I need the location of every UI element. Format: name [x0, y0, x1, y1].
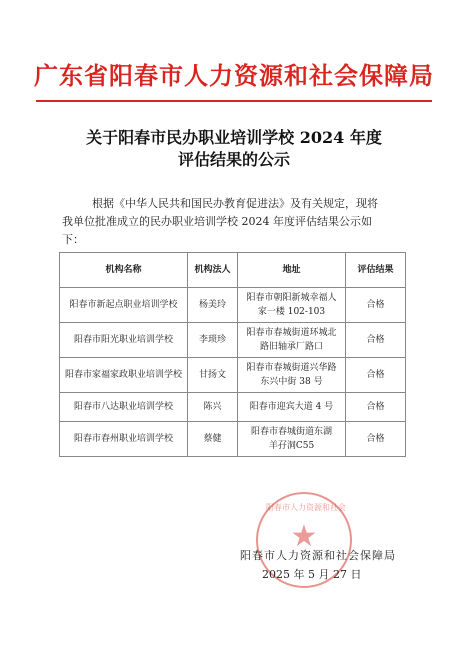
header-institution-name: 机构名称: [60, 253, 188, 288]
org-header: 广东省阳春市人力资源和社会保障局: [34, 61, 434, 90]
header-divider: [36, 100, 432, 102]
results-table: [59, 252, 406, 457]
cell-legal-person: 蔡健: [188, 422, 238, 457]
body-paragraph-line-2: 我单位批准成立的民办职业培训学校 2024 年度评估结果公示如: [62, 215, 372, 228]
address-line-1: 阳春市春城街道东湖: [250, 427, 332, 437]
cell-address: [238, 393, 346, 422]
cell-legal-person: 李琐珍: [188, 323, 238, 358]
header-legal-person: 机构法人: [188, 253, 238, 288]
address-line-2: 家一楼 102-103: [257, 307, 326, 317]
cell-institution-name: 阳春市新起点职业培训学校: [60, 288, 188, 323]
cell-result: 合格: [346, 393, 406, 422]
cell-legal-person: 杨美玲: [188, 288, 238, 323]
seal-text: 阳春市人力资源和社会: [266, 503, 346, 512]
address-line-1: 阳春市迎宾大道 4 号: [249, 402, 334, 412]
cell-address: [238, 422, 346, 457]
seal-star-icon: ★: [290, 519, 318, 554]
table-row: [60, 393, 406, 422]
address-line-2: 东兴中街 38 号: [260, 377, 323, 387]
cell-address: [238, 358, 346, 393]
cell-institution-name: 阳春市八达职业培训学校: [60, 393, 188, 422]
header-result: 评估结果: [346, 253, 406, 288]
address-line-1: 阳春市朝阳新城幸福人: [246, 293, 337, 303]
cell-institution-name: 阳春市家福家政职业培训学校: [60, 358, 188, 393]
signature-date: 2025 年 5 月 27 日: [262, 568, 362, 581]
cell-result: 合格: [346, 323, 406, 358]
address-line-2: 路旧轴承厂路口: [259, 342, 323, 352]
address-line-1: 阳春市春城街道兴华路: [246, 363, 337, 373]
cell-address: [238, 288, 346, 323]
cell-result: 合格: [346, 422, 406, 457]
address-line-2: 羊孖洞C55: [268, 441, 315, 451]
body-paragraph-line-3: 下：: [62, 233, 84, 246]
table-row: [60, 288, 406, 323]
cell-legal-person: 陈兴: [188, 393, 238, 422]
cell-institution-name: 阳春市阳光职业培训学校: [60, 323, 188, 358]
table-row: [60, 422, 406, 457]
document-title-line-1: 关于阳春市民办职业培训学校 2024 年度: [86, 128, 382, 147]
document-title-line-2: 评估结果的公示: [177, 150, 290, 169]
table-row: [60, 358, 406, 393]
cell-result: 合格: [346, 358, 406, 393]
table-header-row: [60, 253, 406, 288]
body-paragraph-line-1: 根据《中华人民共和国民办教育促进法》及有关规定，现将: [92, 197, 378, 210]
cell-address: [238, 323, 346, 358]
signature-org: 阳春市人力资源和社会保障局: [240, 549, 396, 562]
table-row: [60, 323, 406, 358]
cell-legal-person: 甘扬文: [188, 358, 238, 393]
header-address: 地址: [238, 253, 346, 288]
cell-result: 合格: [346, 288, 406, 323]
address-line-1: 阳春市春城街道环城北: [246, 328, 337, 338]
cell-institution-name: 阳春市春州职业培训学校: [60, 422, 188, 457]
